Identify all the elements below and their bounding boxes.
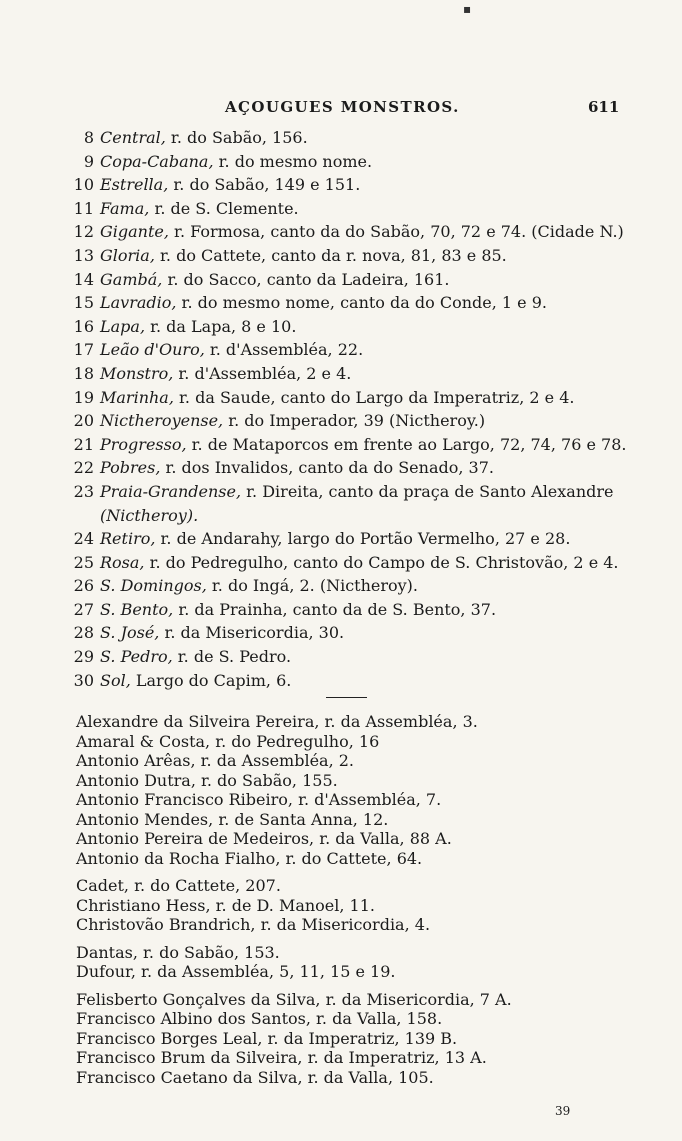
item-address: r. Direita, canto da praça de Santo Alexandre xyxy=(241,481,614,501)
name-entry: Antonio Arêas, r. da Assembléa, 2. xyxy=(76,751,355,770)
item-address: r. do Pedregulho, canto do Campo de S. Christovão, 2 e 4. xyxy=(144,552,619,572)
item-number: 26 xyxy=(73,576,94,596)
item-address: r. do Sacco, canto da Ladeira, 161. xyxy=(162,269,450,289)
item-address: r. do Ingá, 2. (Nictheroy). xyxy=(206,576,419,596)
item-number: 29 xyxy=(73,647,94,667)
item-name: Marinha, xyxy=(100,387,174,407)
running-header xyxy=(0,98,682,120)
item-number: 13 xyxy=(73,245,94,265)
item-name: S. José, xyxy=(100,623,160,643)
item-number: 23 xyxy=(73,481,94,501)
list-item xyxy=(60,126,660,150)
item-address: r. do Imperador, 39 (Nictheroy.) xyxy=(223,411,486,431)
list-item xyxy=(60,527,660,551)
name-entry: Antonio Pereira de Medeiros, r. da Valla, 88 A. xyxy=(76,829,452,848)
item-name: Gigante, xyxy=(100,222,169,242)
item-name: Gloria, xyxy=(100,245,155,265)
item-address: Largo do Capim, 6. xyxy=(130,670,292,690)
item-name: S. Bento, xyxy=(100,599,174,619)
item-number: 24 xyxy=(73,529,94,549)
item-address: r. de Andarahy, largo do Portão Vermelho, 27 e 28. xyxy=(155,529,571,549)
item-number: 22 xyxy=(73,458,94,478)
item-number: 25 xyxy=(73,552,94,572)
names-list xyxy=(76,712,636,1087)
list-item xyxy=(60,268,660,292)
name-entry: Antonio Mendes, r. de Santa Anna, 12. xyxy=(76,809,389,829)
item-address: r. da Misericordia, 30. xyxy=(159,623,345,643)
list-item xyxy=(60,338,660,362)
list-item xyxy=(60,409,660,433)
item-name: Lapa, xyxy=(100,316,146,336)
list-item xyxy=(60,456,660,480)
item-address: r. Formosa, canto da do Sabão, 70, 72 e 74. (Cidade N.) xyxy=(168,222,624,242)
name-entry: Francisco Albino dos Santos, r. da Valla, 158. xyxy=(76,1009,443,1028)
item-name: S. Pedro, xyxy=(100,647,173,667)
item-number: 19 xyxy=(73,387,94,407)
list-item xyxy=(60,433,660,457)
page-title: AÇOUGUES MONSTROS. xyxy=(225,98,460,116)
item-address: r. do Cattete, canto da r. nova, 81, 83 e 85. xyxy=(154,245,507,265)
item-name: Retiro, xyxy=(100,529,156,549)
name-entry: Christovão Brandrich, r. da Misericordia, 4. xyxy=(76,915,431,934)
list-item xyxy=(60,173,660,197)
item-address: r. d'Assembléa, 2 e 4. xyxy=(173,363,352,383)
list-item xyxy=(60,291,660,315)
list-item xyxy=(60,621,660,645)
list-item xyxy=(60,574,660,598)
item-number: 17 xyxy=(73,340,94,360)
item-address: r. da Lapa, 8 e 10. xyxy=(145,316,297,336)
item-number: 18 xyxy=(73,363,94,383)
list-item xyxy=(60,197,660,221)
item-continuation: (Nictheroy). xyxy=(100,505,199,525)
item-name: Copa-Cabana, xyxy=(100,151,214,171)
list-item xyxy=(60,244,660,268)
name-entry: Dantas, r. do Sabão, 153. xyxy=(76,942,280,962)
name-entry: Dufour, r. da Assembléa, 5, 11, 15 e 19. xyxy=(76,962,396,981)
item-address: r. d'Assembléa, 22. xyxy=(204,340,364,360)
item-number: 9 xyxy=(83,151,94,171)
name-entry: Francisco Brum da Silveira, r. da Imperatriz, 13 A. xyxy=(76,1048,487,1067)
item-address: r. do Sabão, 149 e 151. xyxy=(168,175,361,195)
item-name: Nictheroyense, xyxy=(100,411,224,431)
list-item xyxy=(60,362,660,386)
item-address: r. do mesmo nome. xyxy=(213,151,373,171)
item-number: 28 xyxy=(73,623,94,643)
item-name: Rosa, xyxy=(100,552,145,572)
item-name: Pobres, xyxy=(100,458,161,478)
item-number: 15 xyxy=(73,293,94,313)
item-number: 14 xyxy=(73,269,94,289)
item-address: r. de Mataporcos em frente ao Largo, 72, 74, 76 e 78. xyxy=(186,434,627,454)
list-item xyxy=(60,480,660,504)
item-number: 12 xyxy=(73,222,94,242)
section-divider xyxy=(326,697,367,698)
list-item xyxy=(60,598,660,622)
signature-mark: 39 xyxy=(555,1104,571,1118)
list-item xyxy=(60,386,660,410)
name-entry: Christiano Hess, r. de D. Manoel, 11. xyxy=(76,895,375,915)
name-entry: Francisco Caetano da Silva, r. da Valla, 105. xyxy=(76,1067,434,1087)
item-name: Monstro, xyxy=(100,363,174,383)
list-item xyxy=(60,645,660,669)
name-entry: Alexandre da Silveira Pereira, r. da Assembléa, 3. xyxy=(76,712,478,731)
name-entry: Antonio da Rocha Fialho, r. do Cattete, 64. xyxy=(76,848,423,868)
list-item xyxy=(60,551,660,575)
list-item xyxy=(60,150,660,174)
name-entry: Felisberto Gonçalves da Silva, r. da Misericordia, 7 A. xyxy=(76,989,512,1009)
name-entry: Antonio Francisco Ribeiro, r. d'Assembléa, 7. xyxy=(76,790,442,809)
name-entry: Francisco Borges Leal, r. da Imperatriz, 139 B. xyxy=(76,1028,458,1048)
list-item xyxy=(60,669,660,693)
item-name: Sol, xyxy=(100,670,131,690)
item-number: 21 xyxy=(73,434,94,454)
item-name: Fama, xyxy=(100,198,150,218)
item-number: 20 xyxy=(73,411,94,431)
name-entry: Cadet, r. do Cattete, 207. xyxy=(76,876,281,895)
page-number: 611 xyxy=(588,98,620,116)
item-name: S. Domingos, xyxy=(100,576,207,596)
item-address: r. de S. Clemente. xyxy=(149,198,299,218)
item-name: Estrella, xyxy=(100,175,169,195)
name-entry: Amaral & Costa, r. do Pedregulho, 16 xyxy=(76,731,380,751)
numbered-list xyxy=(60,126,660,692)
item-number: 11 xyxy=(73,198,94,218)
list-item-continuation xyxy=(60,504,660,528)
item-name: Central, xyxy=(100,128,166,147)
item-number: 8 xyxy=(83,128,94,147)
item-name: Praia-Grandense, xyxy=(100,481,242,501)
item-name: Progresso, xyxy=(100,434,187,454)
item-address: r. do mesmo nome, canto da do Conde, 1 e 9. xyxy=(176,293,547,313)
list-item xyxy=(60,220,660,244)
item-name: Leão d'Ouro, xyxy=(100,340,205,360)
item-address: r. da Prainha, canto da de S. Bento, 37. xyxy=(173,599,497,619)
name-entry: Antonio Dutra, r. do Sabão, 155. xyxy=(76,770,338,790)
speck-mark: ▪ xyxy=(463,2,472,16)
item-number: 10 xyxy=(73,175,94,195)
item-name: Lavradio, xyxy=(100,293,177,313)
item-address: r. dos Invalidos, canto da do Senado, 37. xyxy=(160,458,494,478)
item-address: r. da Saude, canto do Largo da Imperatriz, 2 e 4. xyxy=(173,387,575,407)
item-number: 27 xyxy=(73,599,94,619)
item-address: r. de S. Pedro. xyxy=(172,647,292,667)
item-address: r. do Sabão, 156. xyxy=(165,128,308,147)
list-item xyxy=(60,315,660,339)
item-number: 16 xyxy=(73,316,94,336)
item-number: 30 xyxy=(73,670,94,690)
item-name: Gambá, xyxy=(100,269,163,289)
